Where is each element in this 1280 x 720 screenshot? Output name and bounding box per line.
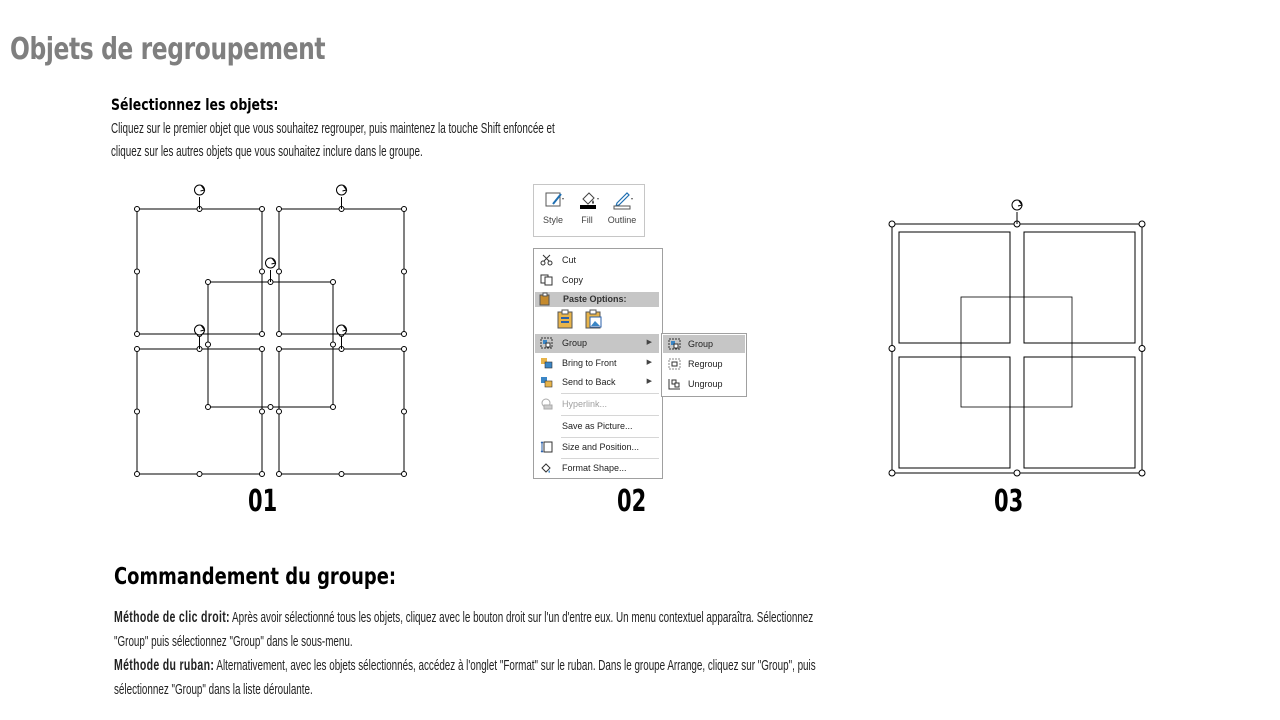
fill-button[interactable]: [570, 185, 604, 235]
select-instruction-line-2: cliquez sur les autres objets que vous souhaitez inclure dans le groupe.: [111, 143, 423, 160]
menu-item-copy[interactable]: [535, 271, 659, 289]
right-click-label: Méthode de clic droit:: [114, 609, 230, 626]
menu-item-send-to-back[interactable]: [535, 373, 659, 391]
scissors-icon: [540, 254, 553, 266]
menu-item-label: Bring to Front: [562, 358, 617, 368]
shape-style-icon: [544, 190, 566, 210]
clipboard-icon: [539, 293, 552, 305]
submenu-item-label: Regroup: [688, 359, 723, 369]
send-back-icon: [540, 376, 553, 388]
menu-separator: [561, 393, 659, 394]
select-instruction-line-1: Cliquez sur le premier objet que vous souhaitez regrouper, puis maintenez la touche Shift enfoncée et: [111, 120, 555, 137]
hyperlink-icon: [540, 398, 553, 410]
paste-options-header: [535, 292, 659, 307]
submenu-arrow-icon: ▶: [646, 339, 652, 346]
resize-handle: [1014, 470, 1020, 476]
command-heading: Commandement du groupe:: [114, 564, 397, 590]
style-button[interactable]: [536, 185, 570, 235]
select-heading: Sélectionnez les objets:: [111, 95, 279, 114]
ungroup-icon: [668, 378, 681, 390]
group-submenu: [661, 333, 747, 397]
submenu-arrow-icon: ▶: [646, 359, 652, 366]
size-position-icon: [540, 441, 553, 453]
step-number-02: 02: [617, 484, 647, 519]
step-number-03: 03: [994, 484, 1024, 519]
resize-handle: [889, 221, 895, 227]
paste-picture-icon[interactable]: [584, 309, 604, 331]
pen-outline-icon: [612, 190, 634, 210]
menu-separator: [561, 415, 659, 416]
right-click-text: Après avoir sélectionné tous les objets, cliquez avec le bouton droit sur l'un d'entre eux. Un menu contextuel apparaîtra. Sélectionnez: [229, 609, 814, 626]
grouped-square: [1024, 232, 1135, 343]
grouped-square: [1024, 357, 1135, 468]
submenu-item-ungroup[interactable]: [663, 375, 745, 393]
submenu-arrow-icon: ▶: [646, 378, 652, 385]
menu-item-label: Send to Back: [562, 377, 616, 387]
mini-toolbar: [533, 184, 645, 237]
resize-handle: [1139, 221, 1145, 227]
resize-handle: [1139, 470, 1145, 476]
submenu-item-label: Ungroup: [688, 379, 723, 389]
submenu-item-regroup[interactable]: [663, 355, 745, 373]
submenu-item-label: Group: [688, 339, 714, 349]
step-number-01: 01: [248, 484, 278, 519]
group-icon: [540, 337, 553, 349]
page-title: Objets de regroupement: [10, 32, 326, 67]
ribbon-label: Méthode du ruban:: [114, 657, 215, 674]
ribbon-text: Alternativement, avec les objets sélectionnés, accédez à l'onglet "Format" sur le ruban. Dans le groupe Arrange, cliquez sur "Group", puis: [214, 657, 816, 674]
menu-item-label: Format Shape...: [562, 463, 627, 473]
menu-item-bring-to-front[interactable]: [535, 354, 659, 372]
selected-shape: [892, 224, 1142, 473]
fill-label: Fill: [581, 215, 593, 225]
outline-label: Outline: [607, 215, 637, 225]
menu-item-cut[interactable]: [535, 251, 659, 269]
paste-options-buttons: [554, 309, 614, 333]
menu-item-save-as-picture[interactable]: [535, 417, 659, 435]
format-shape-icon: [540, 462, 553, 474]
outline-button[interactable]: [604, 185, 640, 235]
group-icon: [668, 338, 681, 350]
menu-item-label: Size and Position...: [562, 442, 640, 452]
menu-item-label: Copy: [562, 275, 584, 285]
context-menu: [533, 248, 663, 479]
paste-keep-source-icon[interactable]: [556, 309, 576, 331]
submenu-item-group[interactable]: [663, 335, 745, 353]
menu-item-label: Cut: [562, 255, 577, 265]
style-label: Style: [542, 215, 563, 225]
right-click-method: [114, 609, 813, 627]
ribbon-method: [114, 657, 816, 675]
paste-options-label: Paste Options:: [563, 294, 627, 304]
resize-handle: [889, 346, 895, 352]
right-click-text-line-2: "Group" puis sélectionnez "Group" dans le sous-menu.: [114, 633, 353, 650]
menu-item-label: Save as Picture...: [562, 421, 633, 431]
copy-icon: [540, 274, 553, 286]
grouped-square: [899, 232, 1010, 343]
menu-item-group[interactable]: [535, 334, 659, 353]
resize-handle: [889, 470, 895, 476]
bring-front-icon: [540, 357, 553, 369]
menu-item-format-shape[interactable]: [535, 459, 659, 477]
regroup-icon: [668, 358, 681, 370]
paint-bucket-icon: [578, 190, 600, 210]
menu-item-hyperlink[interactable]: [535, 395, 659, 413]
grouped-square: [899, 357, 1010, 468]
menu-item-label: Group: [562, 338, 588, 348]
menu-item-label: Hyperlink...: [562, 399, 608, 409]
ribbon-text-line-2: sélectionnez "Group" dans la liste déroulante.: [114, 681, 313, 698]
grouped-center-square: [961, 297, 1072, 407]
menu-item-size-and-position[interactable]: [535, 438, 659, 456]
resize-handle: [1139, 346, 1145, 352]
